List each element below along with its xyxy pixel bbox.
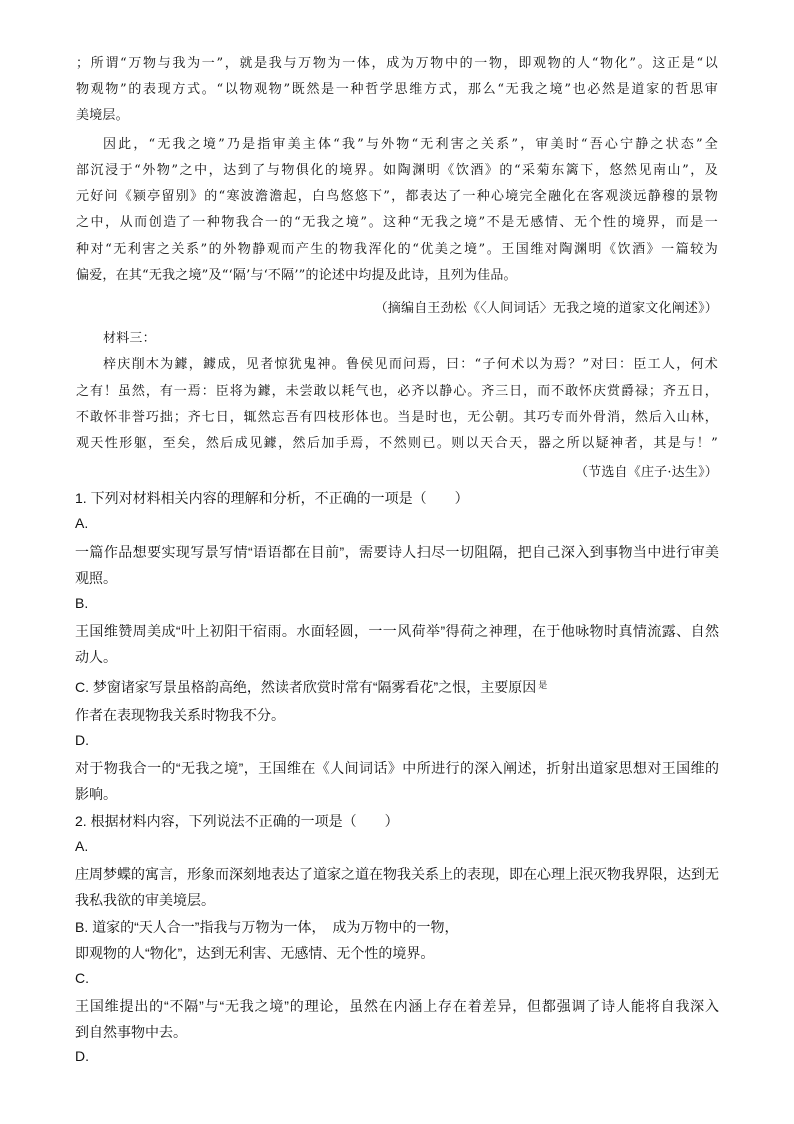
material-two-line-3: 美境层。	[76, 108, 129, 123]
material-two-line-8: 种对“无利害之关系”的外物静观而产生的物我浑化的“优美之境”。王国维对陶渊明《饮酒》一篇较为	[76, 242, 718, 257]
question-1-option-b-label: B.	[75, 595, 89, 611]
material-two-line-1: ；所谓“万物与我为一”，就是我与万物为一体，成为万物中的一物，即观物的人“物化”。这正是“以	[76, 56, 718, 71]
material-three-line-2: 之有！虽然，有一焉：臣将为鐻，未尝敢以耗气也，必齐以静心。齐三日，而不敢怀庆赏爵禄；齐五日，	[76, 384, 718, 399]
option-c-trailing-char: 是	[538, 680, 548, 690]
question-1-option-a-label: A.	[75, 515, 89, 531]
material-three-line-4: 观天性形躯，至矣，然后成见鐻，然后加手焉，不然则已。则以天合天，器之所以疑神者，其是与！”	[76, 436, 718, 451]
question-1-option-c-line-2: 作者在表现物我关系时物我不分。	[75, 707, 285, 723]
material-two-line-6: 元好问《颍亭留别》的“寒波澹澹起，白鸟悠悠下”，都表达了一种心境完全融化在客观淡远静穆的景物	[76, 189, 718, 204]
question-1-option-d-line-2: 影响。	[75, 786, 117, 802]
question-2-option-c-line-1: 王国维提出的“不隔”与“无我之境”的理论，虽然在内涵上存在着差异，但都强调了诗人能将自我深入	[75, 998, 719, 1014]
material-two-line-4: 因此，“无我之境”乃是指审美主体“我”与外物“无利害之关系”，审美时“吾心宁静之状态”全	[103, 137, 718, 152]
material-three-source: （节选自《庄子·达生》）	[574, 465, 718, 480]
question-2-option-b-line-2: 即观物的人“物化”，达到无利害、无感情、无个性的境界。	[75, 945, 435, 961]
material-two-line-7: 之中，从而创造了一种物我合一的“无我之境”。这种“无我之境”不是无感情、无个性的境界，而是一	[76, 215, 718, 230]
material-three-line-3: 不敢怀非誉巧拙；齐七日，辄然忘吾有四枝形体也。当是时也，无公朝。其巧专而外骨消，然后入山林，	[76, 410, 718, 425]
question-2-option-b-line-1: B. 道家的“天人合一”指我与万物为一体， 成为万物中的一物，	[75, 919, 459, 935]
question-2-option-c-label: C.	[75, 970, 89, 986]
question-1-option-d-line-1: 对于物我合一的“无我之境”，王国维在《人间词话》中所进行的深入阐述，折射出道家思想对王国维的	[75, 760, 719, 776]
question-2-option-a-line-2: 我私我欲的审美境层。	[75, 892, 215, 908]
material-three-heading: 材料三：	[103, 331, 156, 346]
option-c-text: C. 梦窗诸家写景虽格韵高绝，然读者欣赏时常有“隔雾看花”之恨，主要原因	[75, 679, 537, 695]
question-1-stem: 1. 下列对材料相关内容的理解和分析，不正确的一项是（ ）	[75, 490, 469, 506]
question-2-option-d-label: D.	[75, 1048, 89, 1064]
material-two-line-2: 物观物”的表现方式。“以物观物”既然是一种哲学思维方式，那么“无我之境”也必然是道家的哲思审	[76, 82, 718, 97]
question-1-option-a-line-1: 一篇作品想要实现写景写情“语语都在目前”，需要诗人扫尽一切阻隔，把自己深入到事物当中进行审美	[75, 544, 719, 560]
material-two-line-5: 部沉浸于“外物”之中，达到了与物俱化的境界。如陶渊明《饮酒》的“采菊东篱下，悠然见南山”，及	[76, 163, 718, 178]
material-two-line-9: 偏爱，在其“无我之境”及“‘隔’与‘不隔’”的论述中均提及此诗，且列为佳品。	[76, 268, 517, 283]
question-1-option-c-line-1	[75, 677, 547, 697]
material-two-source: （摘编自王劲松《〈人间词话〉无我之境的道家文化阐述》）	[374, 301, 718, 316]
question-1-option-d-label: D.	[75, 732, 89, 748]
question-2-option-a-line-1: 庄周梦蝶的寓言，形象而深刻地表达了道家之道在物我关系上的表现，即在心理上泯灭物我界限，达到无	[75, 866, 719, 882]
question-2-option-c-line-2: 到自然事物中去。	[75, 1024, 187, 1040]
question-2-option-a-label: A.	[75, 838, 89, 854]
question-1-option-b-line-1: 王国维赞周美成“叶上初阳干宿雨。水面轻圆，一一风荷举”得荷之神理，在于他咏物时真情流露、自然	[75, 623, 719, 639]
question-1-option-a-line-2: 观照。	[75, 570, 117, 586]
question-2-stem: 2. 根据材料内容，下列说法不正确的一项是（ ）	[75, 813, 399, 829]
material-three-line-1: 梓庆削木为鐻，鐻成，见者惊犹鬼神。鲁侯见而问焉，曰：“子何术以为焉？”对曰：臣工人，何术	[103, 357, 718, 372]
question-1-option-b-line-2: 动人。	[75, 649, 117, 665]
